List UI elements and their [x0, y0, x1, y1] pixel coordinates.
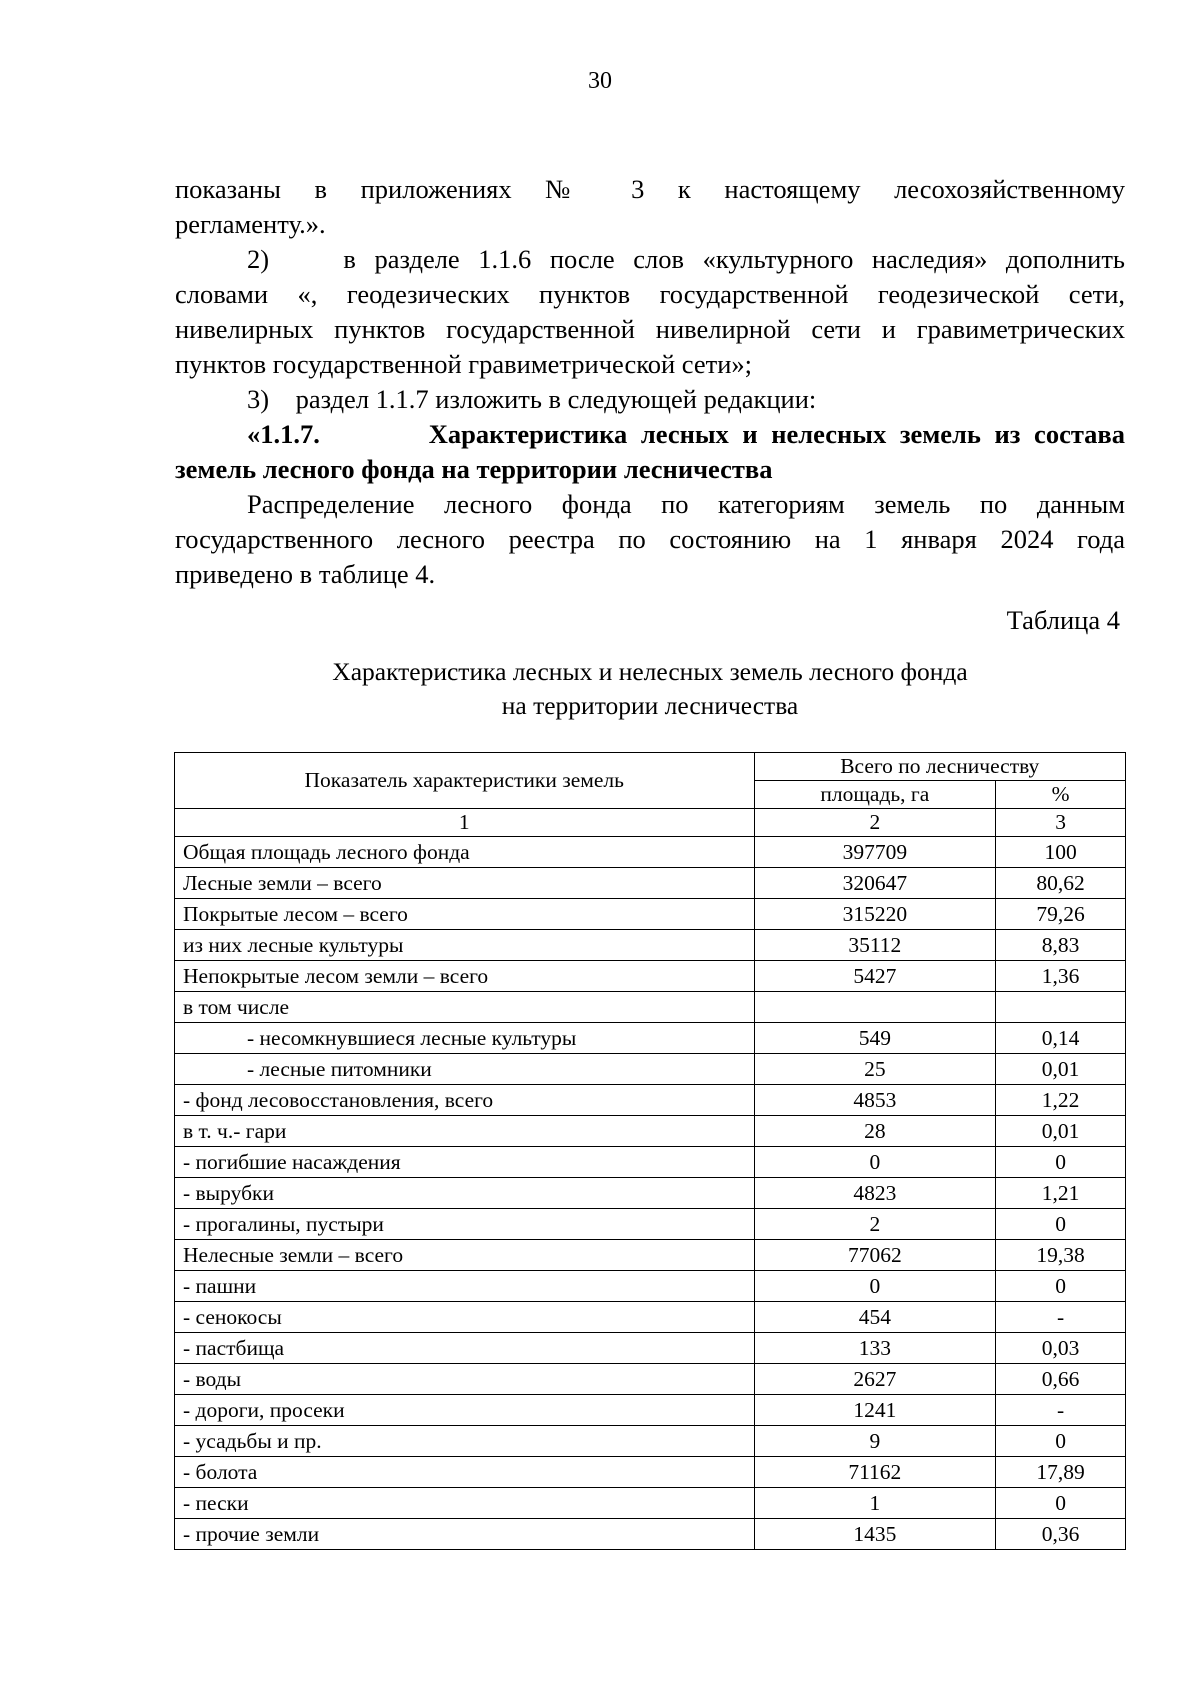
row-area: 1 [754, 1488, 996, 1519]
row-percent: 0 [996, 1488, 1126, 1519]
section-heading: земель лесного фонда на территории лесничества [175, 454, 773, 484]
row-label: - пески [175, 1488, 755, 1519]
row-percent: 0,36 [996, 1519, 1126, 1550]
row-label: Нелесные земли – всего [175, 1240, 755, 1271]
table-row [175, 837, 1126, 868]
row-area [754, 992, 996, 1023]
row-area: 454 [754, 1302, 996, 1333]
paragraph-line: 3) раздел 1.1.7 изложить в следующей редакции: [247, 384, 817, 414]
section-heading: «1.1.7. Характеристика лесных и нелесных земель из состава [247, 419, 1125, 449]
row-label: - пастбища [175, 1333, 755, 1364]
row-area: 1241 [754, 1395, 996, 1426]
row-label: - пашни [175, 1271, 755, 1302]
table-title [175, 655, 1125, 723]
row-percent: 100 [996, 837, 1126, 868]
table-row [175, 1271, 1126, 1302]
row-percent: 0 [996, 1209, 1126, 1240]
table-row [175, 1209, 1126, 1240]
land-table [174, 752, 1126, 1550]
table-title-line: на территории лесничества [501, 691, 799, 720]
row-percent: 0,01 [996, 1116, 1126, 1147]
table-row [175, 899, 1126, 930]
row-percent: 1,22 [996, 1085, 1126, 1116]
row-area: 2627 [754, 1364, 996, 1395]
table-row [175, 1054, 1126, 1085]
row-label: - болота [175, 1457, 755, 1488]
row-area: 0 [754, 1271, 996, 1302]
row-percent: 1,36 [996, 961, 1126, 992]
row-area: 549 [754, 1023, 996, 1054]
row-label: - несомкнувшиеся лесные культуры [175, 1023, 755, 1054]
row-area: 35112 [754, 930, 996, 961]
paragraph-line: регламенту.». [175, 209, 326, 239]
row-area: 4853 [754, 1085, 996, 1116]
row-percent: - [996, 1302, 1126, 1333]
paragraph-line: словами «, геодезических пунктов государственной геодезической сети, [175, 279, 1125, 309]
table-row [175, 1147, 1126, 1178]
table-row [175, 1426, 1126, 1457]
page-number: 30 [588, 68, 612, 94]
table-header-row [175, 753, 1126, 781]
table-row [175, 1116, 1126, 1147]
table-row [175, 961, 1126, 992]
row-label: - прочие земли [175, 1519, 755, 1550]
table-row [175, 1519, 1126, 1550]
row-area: 133 [754, 1333, 996, 1364]
column-number: 2 [754, 809, 996, 837]
row-percent: 0,01 [996, 1054, 1126, 1085]
row-label: - воды [175, 1364, 755, 1395]
row-percent: 17,89 [996, 1457, 1126, 1488]
body-text [175, 172, 1125, 592]
row-percent: 0,66 [996, 1364, 1126, 1395]
row-label: Общая площадь лесного фонда [175, 837, 755, 868]
row-label: - сенокосы [175, 1302, 755, 1333]
paragraph-line: пунктов государственной гравиметрической сети»; [175, 349, 753, 379]
paragraph-line: показаны в приложениях № 3 к настоящему лесохозяйственному [175, 174, 1125, 204]
row-area: 25 [754, 1054, 996, 1085]
row-label: Непокрытые лесом земли – всего [175, 961, 755, 992]
row-percent: 80,62 [996, 868, 1126, 899]
header-percent: % [996, 781, 1126, 809]
row-area: 320647 [754, 868, 996, 899]
row-label: в т. ч.- гари [175, 1116, 755, 1147]
row-label: - погибшие насаждения [175, 1147, 755, 1178]
row-percent: 0 [996, 1271, 1126, 1302]
table-row [175, 1302, 1126, 1333]
paragraph-line: 2) в разделе 1.1.6 после слов «культурного наследия» дополнить [247, 244, 1125, 274]
row-label: - дороги, просеки [175, 1395, 755, 1426]
row-area: 4823 [754, 1178, 996, 1209]
row-percent: 0 [996, 1426, 1126, 1457]
header-indicator: Показатель характеристики земель [175, 753, 755, 809]
table-row [175, 1333, 1126, 1364]
row-area: 77062 [754, 1240, 996, 1271]
row-area: 397709 [754, 837, 996, 868]
row-percent: 0,03 [996, 1333, 1126, 1364]
table-column-numbers [175, 809, 1126, 837]
row-area: 9 [754, 1426, 996, 1457]
row-percent [996, 992, 1126, 1023]
header-area: площадь, га [754, 781, 996, 809]
table-row [175, 1457, 1126, 1488]
row-area: 1435 [754, 1519, 996, 1550]
paragraph-line: приведено в таблице 4. [175, 559, 436, 589]
row-percent: 0 [996, 1147, 1126, 1178]
paragraph-line: Распределение лесного фонда по категориям земель по данным [247, 489, 1125, 519]
row-percent: - [996, 1395, 1126, 1426]
row-percent: 1,21 [996, 1178, 1126, 1209]
paragraph-line: государственного лесного реестра по состоянию на 1 января 2024 года [175, 524, 1125, 554]
table-row [175, 1023, 1126, 1054]
table-row [175, 930, 1126, 961]
header-total: Всего по лесничеству [754, 753, 1126, 781]
table-row [175, 1178, 1126, 1209]
table-label: Таблица 4 [1006, 605, 1120, 635]
table-row [175, 992, 1126, 1023]
column-number: 3 [996, 809, 1126, 837]
row-percent: 8,83 [996, 930, 1126, 961]
row-label: - усадьбы и пр. [175, 1426, 755, 1457]
table-row [175, 868, 1126, 899]
row-label: - лесные питомники [175, 1054, 755, 1085]
row-area: 0 [754, 1147, 996, 1178]
row-label: - вырубки [175, 1178, 755, 1209]
row-area: 2 [754, 1209, 996, 1240]
table-row [175, 1085, 1126, 1116]
table-row [175, 1395, 1126, 1426]
table-title-line: Характеристика лесных и нелесных земель лесного фонда [332, 657, 968, 686]
row-label: - прогалины, пустыри [175, 1209, 755, 1240]
column-number: 1 [175, 809, 755, 837]
row-percent: 19,38 [996, 1240, 1126, 1271]
table-row [175, 1488, 1126, 1519]
row-label: - фонд лесовосстановления, всего [175, 1085, 755, 1116]
row-area: 71162 [754, 1457, 996, 1488]
row-label: Лесные земли – всего [175, 868, 755, 899]
row-label: в том числе [175, 992, 755, 1023]
row-area: 5427 [754, 961, 996, 992]
table-row [175, 1240, 1126, 1271]
row-area: 315220 [754, 899, 996, 930]
row-label: Покрытые лесом – всего [175, 899, 755, 930]
row-area: 28 [754, 1116, 996, 1147]
row-percent: 79,26 [996, 899, 1126, 930]
row-label: из них лесные культуры [175, 930, 755, 961]
paragraph-line: нивелирных пунктов государственной нивелирной сети и гравиметрических [175, 314, 1125, 344]
row-percent: 0,14 [996, 1023, 1126, 1054]
table-row [175, 1364, 1126, 1395]
